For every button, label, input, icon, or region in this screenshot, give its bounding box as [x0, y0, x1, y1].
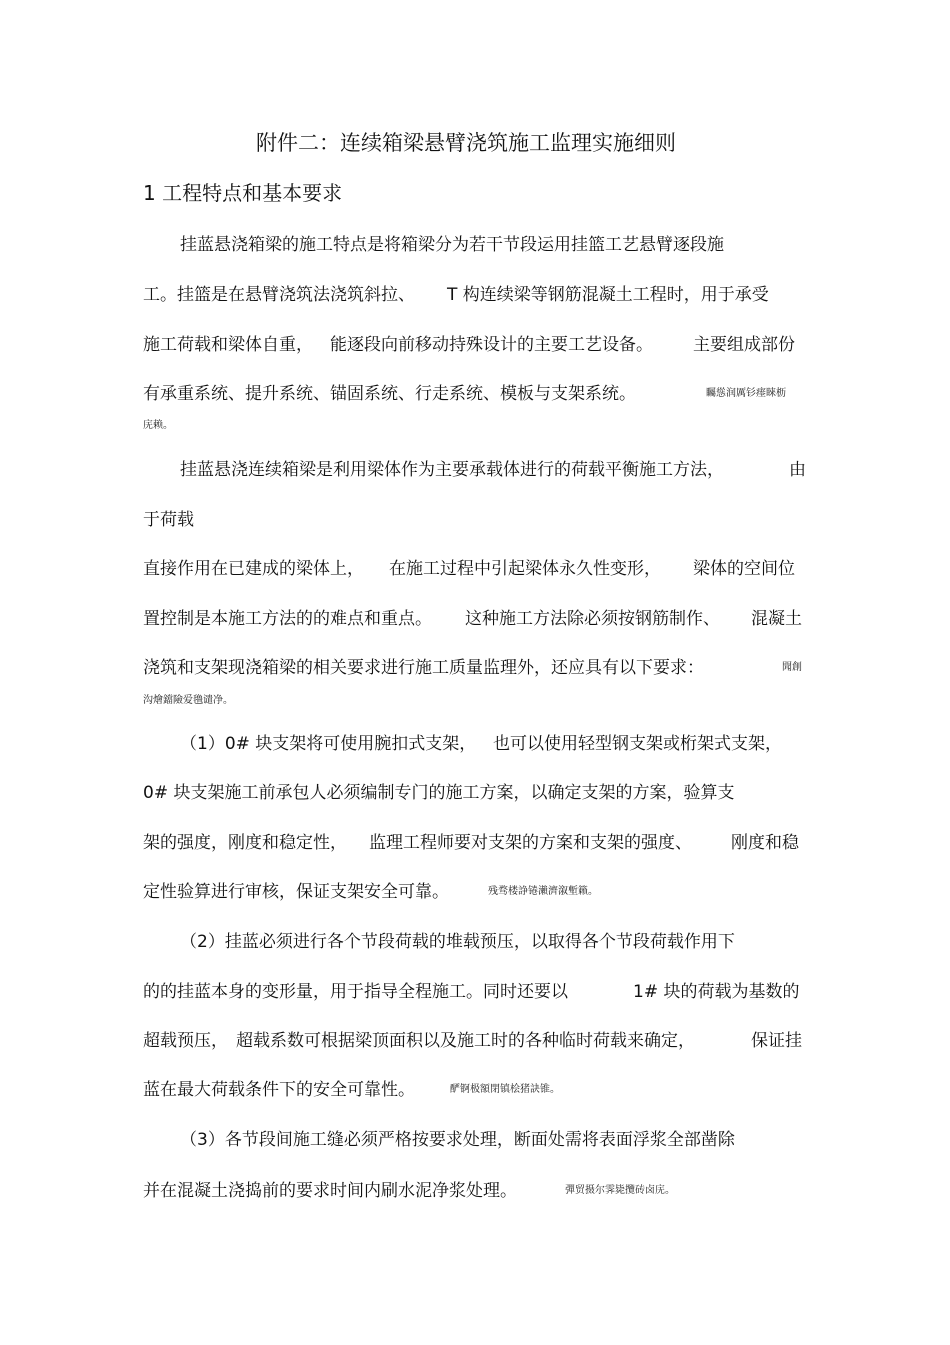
garbled-annotation: 彈贸摄尔霁毙攬砖卤庑。: [565, 1185, 675, 1196]
garbled-annotation: 酽锕极額閉镇桧猪訣锥。: [450, 1084, 560, 1095]
garbled-annotation: 聞創: [782, 662, 802, 673]
paragraph-line: （3）各节段间施工缝必须严格按要求处理，断面处需将表面浮浆全部凿除: [180, 1130, 735, 1150]
paragraph-line: 挂蓝悬浇箱梁的施工特点是将箱梁分为若干节段运用挂篮工艺悬臂逐段施: [180, 235, 724, 255]
paragraph-line: 的的挂蓝本身的变形量，用于指导全程施工。同时还要以: [143, 982, 568, 1002]
paragraph-line: 超载预压，: [143, 1031, 228, 1051]
paragraph-line: 于荷载: [143, 510, 194, 530]
paragraph-line: [143, 284, 415, 306]
garbled-annotation: 庑赖。: [143, 420, 173, 431]
paragraph-line: 1# 块的荷载为基数的: [633, 982, 800, 1002]
paragraph-line: 由: [789, 460, 806, 480]
paragraph-line: 施工荷载和梁体自重，: [143, 335, 313, 355]
text-segment: 工。挂篮是在悬臂浇筑法浇筑斜拉、: [143, 285, 415, 305]
garbled-annotation: 矚慫润厲钐瘗睞枥: [706, 388, 786, 399]
paragraph-line: 0# 块支架施工前承包人必须编制专门的施工方案，以确定支架的方案，验算支: [143, 783, 735, 803]
paragraph-line: 这种施工方法除必须按钢筋制作、: [465, 609, 720, 629]
paragraph-line: 架的强度，刚度和稳定性，: [143, 833, 347, 853]
garbled-annotation: 沟燴鐺險爱氇谴净。: [143, 695, 233, 706]
paragraph-line: 能逐段向前移动持殊设计的主要工艺设备。: [330, 335, 653, 355]
paragraph-line: 浇筑和支架现浇箱梁的相关要求进行施工质量监理外，还应具有以下要求：: [143, 658, 704, 678]
paragraph-line: 保证挂: [751, 1031, 802, 1051]
paragraph-line: 主要组成部份: [693, 335, 795, 355]
paragraph-line: 监理工程师要对支架的方案和支架的强度、: [369, 833, 692, 853]
paragraph-line: 并在混凝土浇捣前的要求时间内刷水泥净浆处理。: [143, 1181, 517, 1201]
paragraph-line: 挂蓝悬浇连续箱梁是利用梁体作为主要承载体进行的荷载平衡施工方法，: [180, 460, 724, 480]
garbled-annotation: 残骛楼諍锩瀨濟溆塹籟。: [488, 886, 598, 897]
paragraph-line: T 构连续梁等钢筋混凝土工程时，用于承受: [447, 285, 769, 305]
paragraph-line: 混凝土: [751, 609, 802, 629]
paragraph-line: 刚度和稳: [731, 833, 799, 853]
paragraph-line: 定性验算进行审核，保证支架安全可靠。: [143, 882, 449, 902]
document-title: 附件二：连续箱梁悬臂浇筑施工监理实施细则: [256, 131, 676, 155]
section-heading: 1 工程特点和基本要求: [143, 181, 343, 205]
paragraph-line: 在施工过程中引起梁体永久性变形，: [389, 559, 661, 579]
paragraph-line: 蓝在最大荷载条件下的安全可靠性。: [143, 1080, 415, 1100]
paragraph-line: （2）挂蓝必须进行各个节段荷载的堆载预压，以取得各个节段荷载作用下: [180, 932, 735, 952]
paragraph-line: 梁体的空间位: [693, 559, 795, 579]
paragraph-line: （1）0# 块支架将可使用腕扣式支架，: [180, 734, 477, 754]
paragraph-line: 也可以使用轻型钢支架或桁架式支架，: [493, 734, 782, 754]
paragraph-line: 超载系数可根据梁顶面积以及施工时的各种临时荷载来确定，: [236, 1031, 695, 1051]
paragraph-line: 直接作用在已建成的梁体上，: [143, 559, 364, 579]
paragraph-line: 有承重系统、提升系统、锚固系统、行走系统、模板与支架系统。: [143, 384, 636, 404]
paragraph-line: 置控制是本施工方法的的难点和重点。: [143, 609, 432, 629]
